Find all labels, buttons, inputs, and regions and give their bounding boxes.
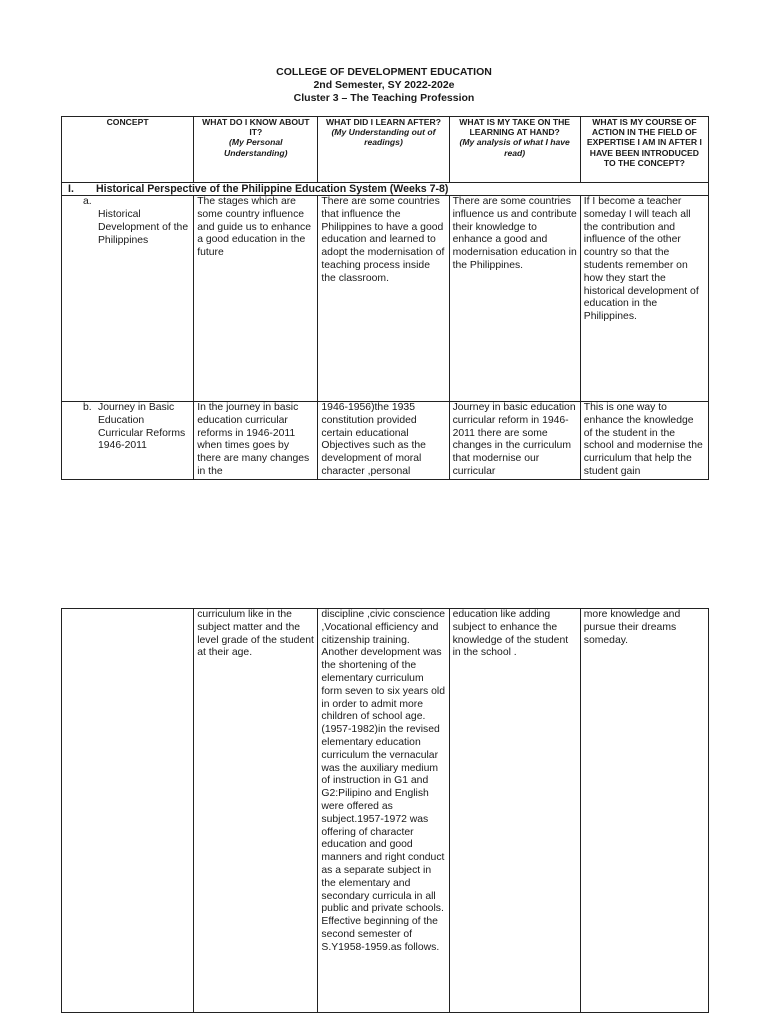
know-cell: curriculum like in the subject matter and the level grade of the student at their age. — [194, 609, 318, 1013]
take-cell: Journey in basic education curricular reform in 1946-2011 there are some changes in the curriculum that modernise our curricular — [449, 402, 580, 480]
learning-matrix-table — [61, 116, 709, 480]
continuation-table — [61, 608, 709, 1013]
cluster-title: Cluster 3 – The Teaching Profession — [293, 92, 475, 104]
table-row — [62, 609, 709, 1013]
column-header-concept: CONCEPT — [62, 117, 194, 183]
table-row — [62, 402, 709, 480]
column-header-action: WHAT IS MY COURSE OF ACTION IN THE FIELD OF EXPERTISE I AM IN AFTER I HAVE BEEN INTRODUCED TO THE CONCEPT? — [580, 117, 708, 183]
learn-cell: discipline ,civic conscience ,Vocational efficiency and citizenship training. Another development was the shortening of the elementary curriculum form seven to six years old in order to admit more children of school age. (1957-1982)in the revised elementary education curriculum the vernacular was the auxiliary medium of instruction in G1 and G2:Pilipino and English were offered as subject.1957-1972 was offering of character education and good manners and right conduct as a separate subject in the elementary and secondary curricula in all public and private schools. Effective beginning of the second semester of S.Y1958-1959.as follows. — [318, 609, 449, 1013]
take-cell: There are some countries influence us and contribute their knowledge to enhance a good and modernisation education in the Philippines. — [449, 196, 580, 402]
concept-cell: b. Journey in Basic Education Curricular Reforms 1946-2011 — [62, 402, 194, 480]
document-header — [0, 66, 768, 105]
action-cell: more knowledge and pursue their dreams someday. — [580, 609, 708, 1013]
semester-line: 2nd Semester, SY 2022-202e — [313, 79, 455, 91]
column-header-know: WHAT DO I KNOW ABOUT IT? (My Personal Understanding) — [194, 117, 318, 183]
know-cell: In the journey in basic education curricular reforms in 1946-2011 when times goes by there are many changes in the — [194, 402, 318, 480]
column-header-learn: WHAT DID I LEARN AFTER? (My Understanding out of readings) — [318, 117, 449, 183]
column-header-take: WHAT IS MY TAKE ON THE LEARNING AT HAND? (My analysis of what I have read) — [449, 117, 580, 183]
know-cell: The stages which are some country influence and guide us to enhance a good education in the future — [194, 196, 318, 402]
learn-cell: 1946-1956)the 1935 constitution provided certain educational Objectives such as the development of moral character ,personal — [318, 402, 449, 480]
action-cell: If I become a teacher someday I will teach all the contribution and influence of the other country so that the students remember on how they start the historical development of education in the Philippines. — [580, 196, 708, 402]
section-title: I. Historical Perspective of the Philippine Education System (Weeks 7-8) — [62, 183, 709, 196]
learn-cell: There are some countries that influence the Philippines to have a good education and learned to adopt the modernisation of teaching process inside the classroom. — [318, 196, 449, 402]
table-row — [62, 196, 709, 402]
table-header-row — [62, 117, 709, 183]
action-cell: This is one way to enhance the knowledge of the student in the school and modernise the curriculum that help the student gain — [580, 402, 708, 480]
take-cell: education like adding subject to enhance the knowledge of the student in the school . — [449, 609, 580, 1013]
college-title: COLLEGE OF DEVELOPMENT EDUCATION — [276, 66, 492, 78]
section-row — [62, 183, 709, 196]
concept-cell — [62, 609, 194, 1013]
concept-cell: a. Historical Development of the Philippines — [62, 196, 194, 402]
